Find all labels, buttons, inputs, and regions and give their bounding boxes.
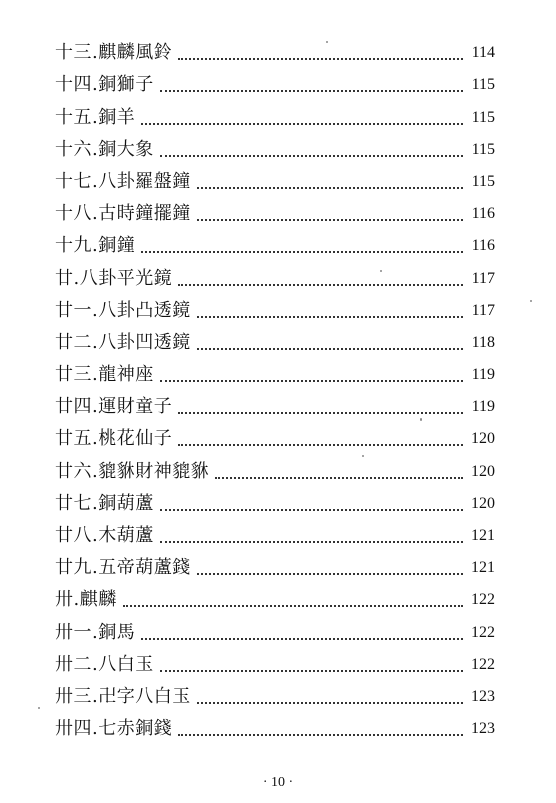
toc-entry [55, 32, 495, 64]
toc-entry [55, 418, 495, 450]
toc-entry-page: 114 [471, 44, 495, 62]
toc-entry [55, 483, 495, 515]
toc-entry-page: 116 [471, 237, 495, 255]
toc-entry-page: 118 [471, 333, 495, 351]
toc-entry-title: 廿二.八卦凹透鏡 [55, 331, 191, 353]
dot-leader [160, 527, 463, 543]
toc-entry-title: 十八.古時鐘擺鐘 [55, 203, 191, 225]
toc-entry-page: 116 [471, 205, 495, 223]
toc-entry-page: 120 [471, 462, 495, 480]
dot-leader [178, 720, 463, 736]
toc-entry-page: 123 [471, 720, 495, 738]
toc-entry-title: 廿六.貔貅財神貔貅 [55, 460, 210, 482]
toc-entry-page: 123 [471, 687, 495, 705]
toc-entry [55, 644, 495, 676]
toc-entry-title: 卅四.七赤銅錢 [55, 718, 173, 740]
scan-speck [530, 300, 532, 302]
dot-leader [197, 302, 463, 318]
toc-entry [55, 547, 495, 579]
dot-leader [178, 270, 463, 286]
toc-entry [55, 64, 495, 96]
toc-entry-title: 廿五.桃花仙子 [55, 428, 173, 450]
table-of-contents [55, 32, 495, 740]
toc-entry [55, 354, 495, 386]
dot-leader [160, 366, 463, 382]
toc-entry [55, 450, 495, 482]
toc-entry-title: 卅二.八白玉 [55, 653, 154, 675]
toc-entry-title: 廿七.銅葫蘆 [55, 492, 154, 514]
dot-leader [178, 44, 463, 60]
toc-entry-title: 十四.銅獅子 [55, 74, 154, 96]
toc-entry-page: 115 [471, 172, 495, 190]
scan-speck [420, 418, 422, 421]
toc-entry-page: 119 [471, 398, 495, 416]
page-number: · 10 · [262, 775, 294, 790]
dot-leader [178, 430, 463, 446]
toc-entry [55, 193, 495, 225]
toc-entry [55, 96, 495, 128]
toc-entry [55, 290, 495, 322]
toc-entry-page: 115 [471, 108, 495, 126]
toc-entry-page: 120 [471, 494, 495, 512]
toc-entry [55, 257, 495, 289]
dot-leader [160, 495, 463, 511]
toc-entry [55, 676, 495, 708]
dot-leader [141, 109, 463, 125]
toc-entry [55, 225, 495, 257]
toc-entry-page: 119 [471, 366, 495, 384]
toc-entry [55, 129, 495, 161]
toc-entry-page: 121 [471, 559, 495, 577]
toc-entry [55, 515, 495, 547]
toc-entry [55, 611, 495, 643]
toc-entry [55, 708, 495, 740]
dot-leader [197, 688, 463, 704]
toc-entry-page: 117 [471, 269, 495, 287]
toc-entry-title: 十七.八卦羅盤鐘 [55, 170, 191, 192]
toc-entry-page: 115 [471, 140, 495, 158]
toc-entry-title: 廿九.五帝葫蘆錢 [55, 557, 191, 579]
toc-entry-page: 120 [471, 430, 495, 448]
toc-entry [55, 386, 495, 418]
toc-entry [55, 579, 495, 611]
toc-entry-title: 十六.銅大象 [55, 138, 154, 160]
toc-entry-title: 廿.八卦平光鏡 [55, 267, 173, 289]
dot-leader [160, 141, 463, 157]
dot-leader [123, 591, 463, 607]
toc-entry-title: 十三.麒麟風鈴 [55, 42, 173, 64]
toc-entry-title: 卅一.銅馬 [55, 621, 136, 643]
toc-entry-title: 廿四.運財童子 [55, 396, 173, 418]
toc-entry-page: 122 [471, 591, 495, 609]
dot-leader [178, 398, 463, 414]
dot-leader [141, 624, 463, 640]
toc-entry [55, 322, 495, 354]
toc-entry-title: 卅三.卍字八白玉 [55, 685, 191, 707]
toc-entry-title: 十五.銅羊 [55, 106, 136, 128]
dot-leader [197, 205, 463, 221]
scan-speck [362, 455, 364, 457]
dot-leader [141, 237, 463, 253]
toc-entry-page: 122 [471, 655, 495, 673]
scan-speck [380, 270, 382, 272]
dot-leader [197, 334, 463, 350]
toc-entry [55, 161, 495, 193]
toc-entry-page: 115 [471, 76, 495, 94]
toc-entry-page: 122 [471, 623, 495, 641]
dot-leader [215, 463, 463, 479]
toc-entry-title: 十九.銅鐘 [55, 235, 136, 257]
dot-leader [160, 656, 463, 672]
scan-speck [326, 41, 328, 43]
dot-leader [197, 173, 463, 189]
toc-entry-title: 廿八.木葫蘆 [55, 525, 154, 546]
dot-leader [197, 559, 463, 575]
toc-entry-title: 廿三.龍神座 [55, 364, 154, 386]
scan-speck [38, 707, 40, 709]
dot-leader [160, 76, 463, 92]
toc-entry-title: 卅.麒麟 [55, 589, 117, 611]
toc-entry-page: 121 [471, 527, 495, 544]
toc-entry-title: 廿一.八卦凸透鏡 [55, 299, 191, 321]
toc-entry-page: 117 [471, 301, 495, 319]
